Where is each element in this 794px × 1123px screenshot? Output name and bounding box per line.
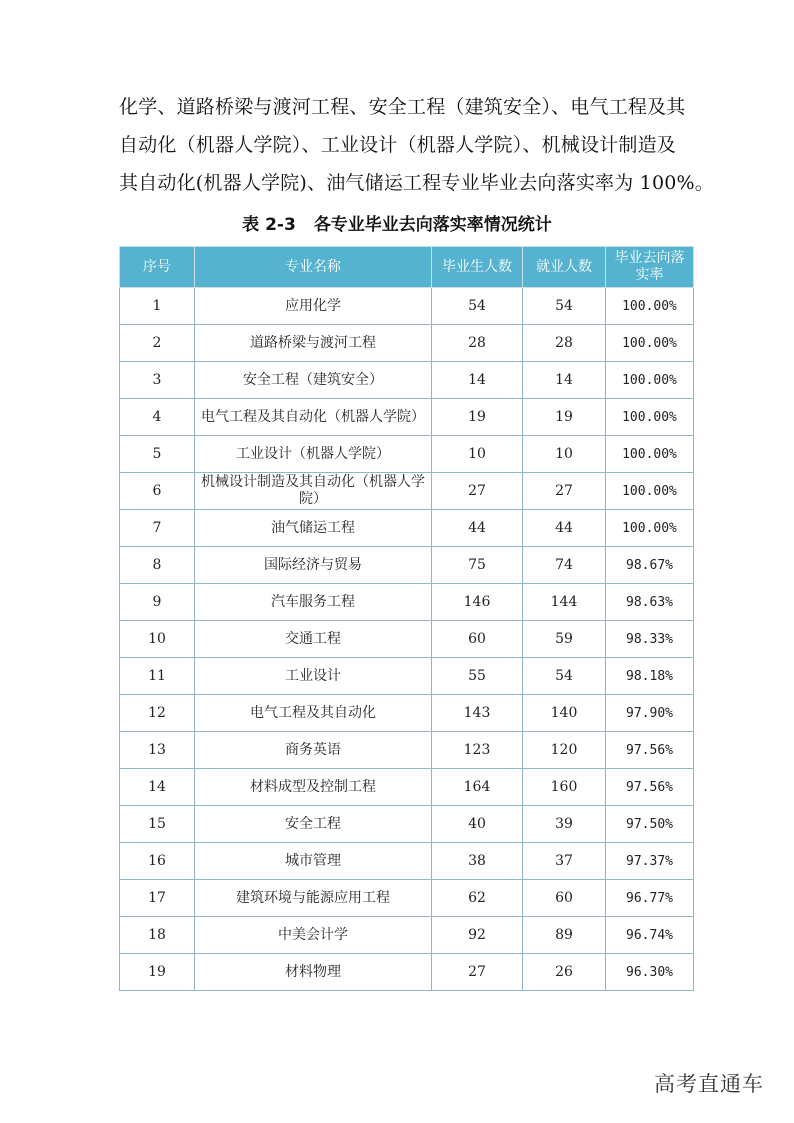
table-row	[120, 547, 694, 584]
row-graduates: 40	[432, 806, 523, 843]
row-employed: 54	[523, 288, 606, 325]
table-row	[120, 510, 694, 547]
row-graduates: 164	[432, 769, 523, 806]
row-rate: 100.00%	[606, 325, 694, 362]
row-index: 18	[120, 917, 195, 954]
row-index: 2	[120, 325, 195, 362]
row-index: 11	[120, 658, 195, 695]
row-major: 安全工程	[195, 806, 432, 843]
table-row	[120, 843, 694, 880]
row-employed: 144	[523, 584, 606, 621]
row-rate: 100.00%	[606, 473, 694, 510]
row-employed: 60	[523, 880, 606, 917]
row-major: 道路桥梁与渡河工程	[195, 325, 432, 362]
row-index: 1	[120, 288, 195, 325]
table-row	[120, 880, 694, 917]
row-major: 工业设计（机器人学院）	[195, 436, 432, 473]
header-rate: 毕业去向落实率	[606, 247, 694, 288]
row-rate: 100.00%	[606, 288, 694, 325]
row-major: 商务英语	[195, 732, 432, 769]
row-rate: 97.37%	[606, 843, 694, 880]
row-major: 电气工程及其自动化	[195, 695, 432, 732]
row-major: 材料物理	[195, 954, 432, 991]
row-graduates: 38	[432, 843, 523, 880]
row-graduates: 75	[432, 547, 523, 584]
header-employed: 就业人数	[523, 247, 606, 288]
row-employed: 26	[523, 954, 606, 991]
row-employed: 27	[523, 473, 606, 510]
row-index: 9	[120, 584, 195, 621]
header-major: 专业名称	[195, 247, 432, 288]
table-row	[120, 732, 694, 769]
row-major: 国际经济与贸易	[195, 547, 432, 584]
employment-rate-table	[119, 246, 694, 991]
row-rate: 98.63%	[606, 584, 694, 621]
row-graduates: 27	[432, 473, 523, 510]
table-row	[120, 658, 694, 695]
row-index: 12	[120, 695, 195, 732]
row-index: 15	[120, 806, 195, 843]
table-row	[120, 584, 694, 621]
row-major: 油气储运工程	[195, 510, 432, 547]
row-employed: 89	[523, 917, 606, 954]
row-index: 13	[120, 732, 195, 769]
row-major: 城市管理	[195, 843, 432, 880]
row-employed: 59	[523, 621, 606, 658]
row-rate: 98.18%	[606, 658, 694, 695]
row-graduates: 55	[432, 658, 523, 695]
row-index: 6	[120, 473, 195, 510]
row-major: 电气工程及其自动化（机器人学院）	[195, 399, 432, 436]
row-employed: 74	[523, 547, 606, 584]
intro-paragraph	[119, 88, 714, 202]
paragraph-line: 自动化（机器人学院）、工业设计（机器人学院）、机械设计制造及	[119, 134, 677, 156]
row-index: 16	[120, 843, 195, 880]
row-employed: 19	[523, 399, 606, 436]
row-major: 建筑环境与能源应用工程	[195, 880, 432, 917]
row-rate: 100.00%	[606, 436, 694, 473]
row-employed: 120	[523, 732, 606, 769]
row-graduates: 19	[432, 399, 523, 436]
row-rate: 97.90%	[606, 695, 694, 732]
paragraph-line: 其自动化(机器人学院)、油气储运工程专业毕业去向落实率为 100%。	[119, 172, 714, 194]
row-employed: 160	[523, 769, 606, 806]
table-title: 各专业毕业去向落实率情况统计	[313, 215, 552, 235]
row-employed: 54	[523, 658, 606, 695]
table-row	[120, 436, 694, 473]
table-row	[120, 288, 694, 325]
row-major: 安全工程（建筑安全）	[195, 362, 432, 399]
row-rate: 96.77%	[606, 880, 694, 917]
row-rate: 96.74%	[606, 917, 694, 954]
row-major: 机械设计制造及其自动化（机器人学院）	[195, 473, 432, 510]
row-employed: 28	[523, 325, 606, 362]
row-graduates: 143	[432, 695, 523, 732]
row-index: 8	[120, 547, 195, 584]
row-graduates: 10	[432, 436, 523, 473]
table-row	[120, 917, 694, 954]
table-row	[120, 954, 694, 991]
header-index: 序号	[120, 247, 195, 288]
table-row	[120, 473, 694, 510]
row-major: 中美会计学	[195, 917, 432, 954]
table-row	[120, 362, 694, 399]
table-row	[120, 769, 694, 806]
row-graduates: 62	[432, 880, 523, 917]
row-employed: 37	[523, 843, 606, 880]
row-graduates: 60	[432, 621, 523, 658]
row-graduates: 28	[432, 325, 523, 362]
row-major: 材料成型及控制工程	[195, 769, 432, 806]
row-rate: 97.50%	[606, 806, 694, 843]
row-index: 3	[120, 362, 195, 399]
row-major: 应用化学	[195, 288, 432, 325]
row-index: 5	[120, 436, 195, 473]
table-row	[120, 695, 694, 732]
row-index: 10	[120, 621, 195, 658]
row-rate: 100.00%	[606, 510, 694, 547]
row-employed: 14	[523, 362, 606, 399]
row-rate: 96.30%	[606, 954, 694, 991]
row-employed: 39	[523, 806, 606, 843]
row-employed: 44	[523, 510, 606, 547]
row-rate: 97.56%	[606, 769, 694, 806]
header-graduates: 毕业生人数	[432, 247, 523, 288]
paragraph-line: 化学、道路桥梁与渡河工程、安全工程（建筑安全）、电气工程及其	[119, 96, 686, 118]
table-row	[120, 621, 694, 658]
row-graduates: 92	[432, 917, 523, 954]
row-rate: 97.56%	[606, 732, 694, 769]
watermark-text: 高考直通车	[654, 1072, 764, 1096]
table-header-row	[120, 247, 694, 288]
table-body	[120, 288, 694, 991]
table-row	[120, 325, 694, 362]
row-index: 4	[120, 399, 195, 436]
row-index: 7	[120, 510, 195, 547]
row-index: 19	[120, 954, 195, 991]
row-rate: 100.00%	[606, 399, 694, 436]
row-employed: 10	[523, 436, 606, 473]
row-rate: 98.67%	[606, 547, 694, 584]
row-rate: 100.00%	[606, 362, 694, 399]
row-graduates: 123	[432, 732, 523, 769]
table-row	[120, 399, 694, 436]
row-graduates: 54	[432, 288, 523, 325]
row-graduates: 146	[432, 584, 523, 621]
row-major: 交通工程	[195, 621, 432, 658]
table-row	[120, 806, 694, 843]
table-number: 表 2-3	[242, 215, 296, 235]
row-employed: 140	[523, 695, 606, 732]
row-graduates: 14	[432, 362, 523, 399]
row-rate: 98.33%	[606, 621, 694, 658]
row-major: 汽车服务工程	[195, 584, 432, 621]
row-index: 14	[120, 769, 195, 806]
row-major: 工业设计	[195, 658, 432, 695]
row-index: 17	[120, 880, 195, 917]
row-graduates: 27	[432, 954, 523, 991]
table-caption	[0, 212, 794, 238]
row-graduates: 44	[432, 510, 523, 547]
